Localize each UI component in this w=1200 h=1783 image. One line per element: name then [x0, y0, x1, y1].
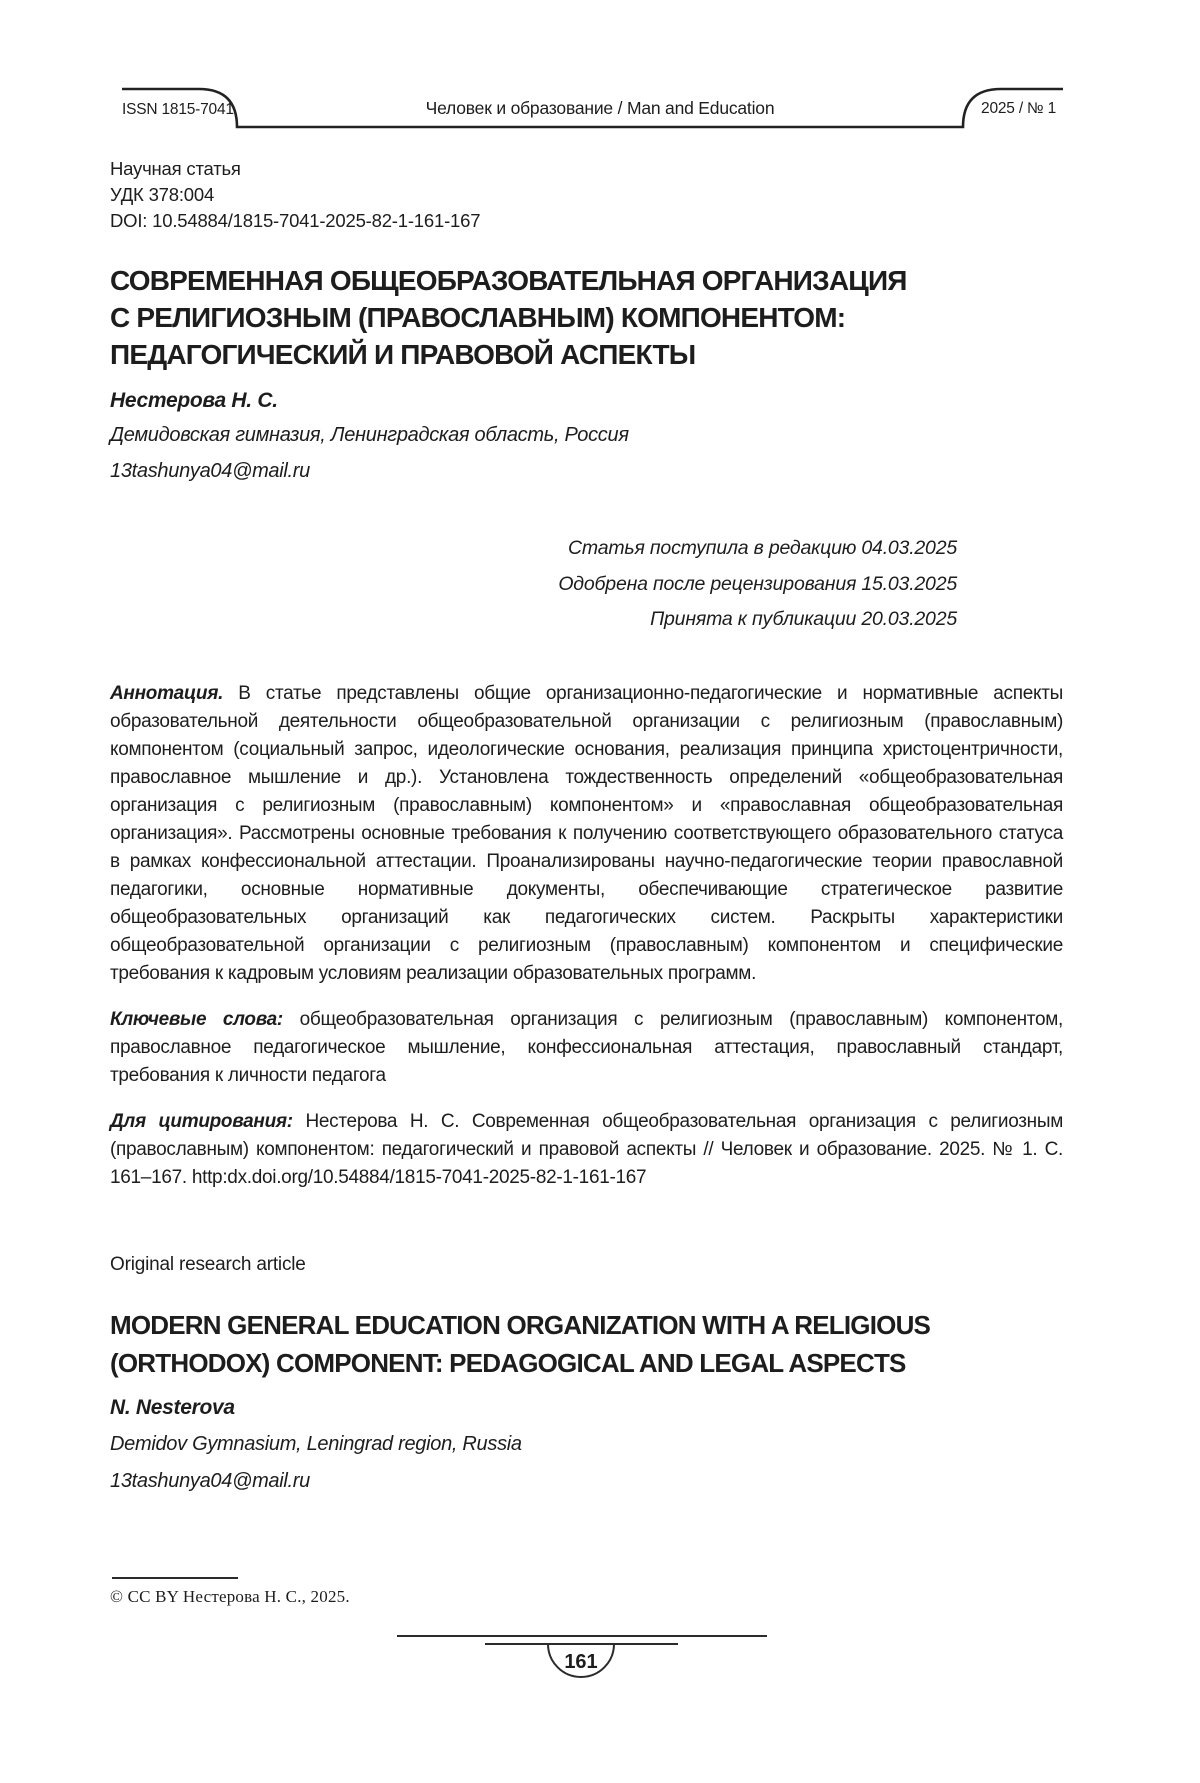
article-title-ru: [110, 262, 907, 373]
date-accepted: Принята к публикации 20.03.2025: [650, 608, 957, 630]
author-affiliation-en: Demidov Gymnasium, Leningrad region, Russia: [110, 1433, 522, 1455]
abstract-label: Аннотация.: [110, 683, 224, 704]
date-approved: Одобрена после рецензирования 15.03.2025: [558, 572, 957, 595]
author-name-ru: Нестерова Н. С.: [110, 389, 278, 412]
author-affiliation-ru: Демидовская гимназия, Ленинградская область, Россия: [110, 424, 629, 446]
author-name-en: N. Nesterova: [110, 1396, 235, 1419]
front-matter-paragraphs: [110, 680, 1063, 1210]
citation-paragraph: [110, 1108, 1063, 1192]
title-ru-line: ПЕДАГОГИЧЕСКИЙ И ПРАВОВОЙ АСПЕКТЫ: [110, 339, 696, 370]
article-title-en: [110, 1306, 930, 1382]
author-email-ru: 13tashunya04@mail.ru: [110, 460, 310, 482]
title-ru-line: СОВРЕМЕННАЯ ОБЩЕОБРАЗОВАТЕЛЬНАЯ ОРГАНИЗАЦИЯ: [110, 265, 907, 296]
doi-label: DOI: 10.54884/1815-7041-2025-82-1-161-167: [110, 210, 481, 231]
keywords-label: Ключевые слова:: [110, 1009, 283, 1030]
keywords-text: общеобразовательная организация с религиозным (православным) компонентом, православное педагогическое мышление, конфессиональная аттестация, православный стандарт, требования к личности педагога: [110, 1009, 1063, 1086]
author-email-en: 13tashunya04@mail.ru: [110, 1470, 310, 1492]
article-meta: [110, 156, 480, 234]
issn-label: ISSN 1815-7041: [122, 101, 234, 118]
abstract-text: В статье представлены общие организационно-педагогические и нормативные аспекты образовательной деятельности общеобразовательной организации с религиозным (православным) компонентом (социальный запрос, идеологические основания, реализация принципа христоцентричности, православное мышление и др.). Установлена тождественность определений «общеобразовательная организация с религиозным (православным) компонентом» и «православная общеобразовательная организация». Рассмотрены основные требования к получению соответствующего образовательного статуса в рамках конфессиональной аттестации. Проанализированы научно-педагогические теории православной педагогики, основные нормативные документы, обеспечивающие стратегическое развитие общеобразовательных организаций как педагогических систем. Раскрыты характеристики общеобразовательной организации с религиозным (православным) компонентом и специфические требования к кадровым условиям реализации образовательных программ.: [110, 683, 1063, 984]
copyright-notice: © CC BY Нестерова Н. С., 2025.: [110, 1587, 350, 1606]
copyright-rule: [112, 1577, 238, 1579]
issue-label: 2025 / № 1: [981, 100, 1056, 117]
abstract-paragraph: [110, 680, 1063, 988]
editorial-dates: [110, 531, 957, 638]
footer-ornament: [393, 1628, 773, 1692]
title-en-line: (ORTHODOX) COMPONENT: PEDAGOGICAL AND LEGAL ASPECTS: [110, 1348, 906, 1378]
journal-title: Человек и образование / Man and Education: [425, 98, 775, 118]
udc-label: УДК 378:004: [110, 184, 215, 205]
article-type-en: Original research article: [110, 1254, 306, 1275]
date-received: Статья поступила в редакцию 04.03.2025: [568, 537, 957, 559]
citation-text: Нестерова Н. С. Современная общеобразовательная организация с религиозным (православным) компонентом: педагогический и правовой аспекты // Человек и образование. 2025. № 1. С. 161–167. http:dx.doi.org/10.54884/1815-7041-2025-82-1-161-167: [110, 1111, 1063, 1188]
title-ru-line: С РЕЛИГИОЗНЫМ (ПРАВОСЛАВНЫМ) КОМПОНЕНТОМ:: [110, 302, 846, 333]
page-number: 161: [564, 1651, 598, 1673]
article-type-ru: Научная статья: [110, 158, 241, 179]
title-en-line: MODERN GENERAL EDUCATION ORGANIZATION WITH A RELIGIOUS: [110, 1310, 931, 1340]
citation-label: Для цитирования:: [110, 1111, 293, 1132]
keywords-paragraph: [110, 1006, 1063, 1090]
